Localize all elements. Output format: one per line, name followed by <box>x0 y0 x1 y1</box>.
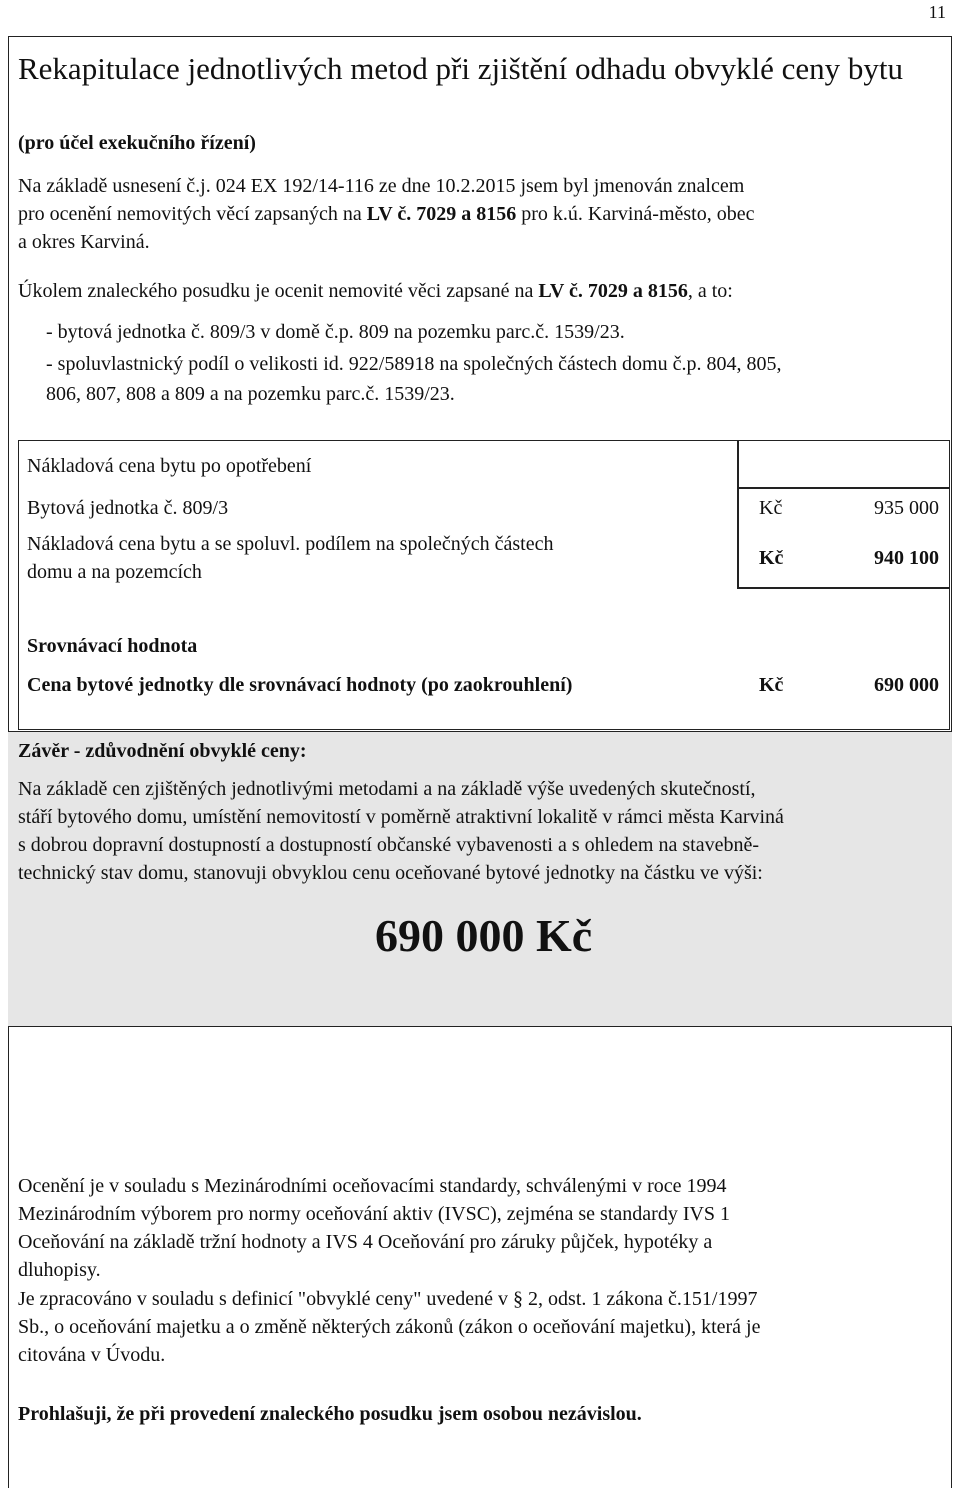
table-divider <box>737 487 949 489</box>
page-subtitle: (pro účel exekučního řízení) <box>18 132 256 154</box>
standards-line: dluhopisy. <box>18 1259 101 1281</box>
page-title: Rekapitulace jednotlivých metod při zjištění odhadu obvyklé ceny bytu <box>18 51 903 86</box>
conclusion-line: s dobrou dopravní dostupností a dostupností občanské vybavenosti a s ohledem na stavebně- <box>18 834 759 856</box>
list-item: - spoluvlastnický podíl o velikosti id. 922/58918 na společných částech domu č.p. 804, 805, <box>46 353 782 375</box>
row-currency: Kč <box>759 547 784 569</box>
row-value: 935 000 <box>874 497 939 519</box>
intro-line-2 <box>18 200 754 228</box>
conclusion-line: technický stav domu, stanovuji obvyklou cenu oceňované bytové jednotky na částku ve výši: <box>18 862 763 884</box>
standards-line: Mezinárodním výborem pro normy oceňování aktiv (IVSC), zejména se standardy IVS 1 <box>18 1203 731 1225</box>
task-c: , a to: <box>687 280 733 302</box>
intro-line-2-c: pro k.ú. Karviná-město, obec <box>516 203 755 225</box>
table-divider <box>737 587 949 589</box>
row-label: Cena bytové jednotky dle srovnávací hodnoty (po zaokrouhlení) <box>27 674 573 696</box>
standards-line: Sb., o oceňování majetku a o změně některých zákonů (zákon o oceňování majetku), která je <box>18 1316 761 1338</box>
standards-line: Oceňování na základě tržní hodnoty a IVS 4 Oceňování pro záruky půjček, hypotéky a <box>18 1231 713 1253</box>
intro-lv-reference: LV č. 7029 a 8156 <box>366 203 517 225</box>
row-label: Bytová jednotka č. 809/3 <box>27 497 229 519</box>
row-currency: Kč <box>759 674 784 696</box>
row-currency: Kč <box>759 497 783 519</box>
row-value: 940 100 <box>874 547 939 569</box>
conclusion-amount: 690 000 Kč <box>375 910 593 961</box>
table-divider <box>737 441 739 587</box>
row-value: 690 000 <box>874 674 939 696</box>
intro-line-2-a: pro ocenění nemovitých věcí zapsaných na <box>18 203 367 225</box>
page-number: 11 <box>928 2 946 22</box>
standards-line: Ocenění je v souladu s Mezinárodními oceňovacími standardy, schválenými v roce 1994 <box>18 1175 727 1197</box>
list-item: 806, 807, 808 a 809 a na pozemku parc.č. 1539/23. <box>46 383 455 405</box>
standards-line: citována v Úvodu. <box>18 1344 166 1366</box>
row-label-line-2: domu a na pozemcích <box>27 561 202 583</box>
task-a: Úkolem znaleckého posudku je ocenit nemovité věci zapsané na <box>18 280 539 302</box>
task-line <box>18 277 733 305</box>
row-label-line-1: Nákladová cena bytu a se spoluvl. podílem na společných částech <box>27 533 554 555</box>
conclusion-heading: Závěr - zdůvodnění obvyklé ceny: <box>18 740 307 762</box>
valuation-table <box>18 440 950 730</box>
list-item: - bytová jednotka č. 809/3 v domě č.p. 809 na pozemku parc.č. 1539/23. <box>46 321 625 343</box>
intro-line-3: a okres Karviná. <box>18 231 150 253</box>
independence-declaration: Prohlašuji, že při provedení znaleckého posudku jsem osobou nezávislou. <box>18 1403 642 1425</box>
task-lv-reference: LV č. 7029 a 8156 <box>538 280 688 302</box>
standards-line: Je zpracováno v souladu s definicí "obvyklé ceny" uvedené v § 2, odst. 1 zákona č.151/1997 <box>18 1288 758 1310</box>
conclusion-line: Na základě cen zjištěných jednotlivými metodami a na základě výše uvedených skutečností, <box>18 778 756 800</box>
comparison-section-header: Srovnávací hodnota <box>27 635 198 657</box>
conclusion-line: stáří bytového domu, umístění nemovitostí v poměrně atraktivní lokalitě v rámci města Karviná <box>18 806 784 828</box>
cost-section-header: Nákladová cena bytu po opotřebení <box>27 455 312 477</box>
intro-line-1: Na základě usnesení č.j. 024 EX 192/14-116 ze dne 10.2.2015 jsem byl jmenován znalcem <box>18 175 745 197</box>
